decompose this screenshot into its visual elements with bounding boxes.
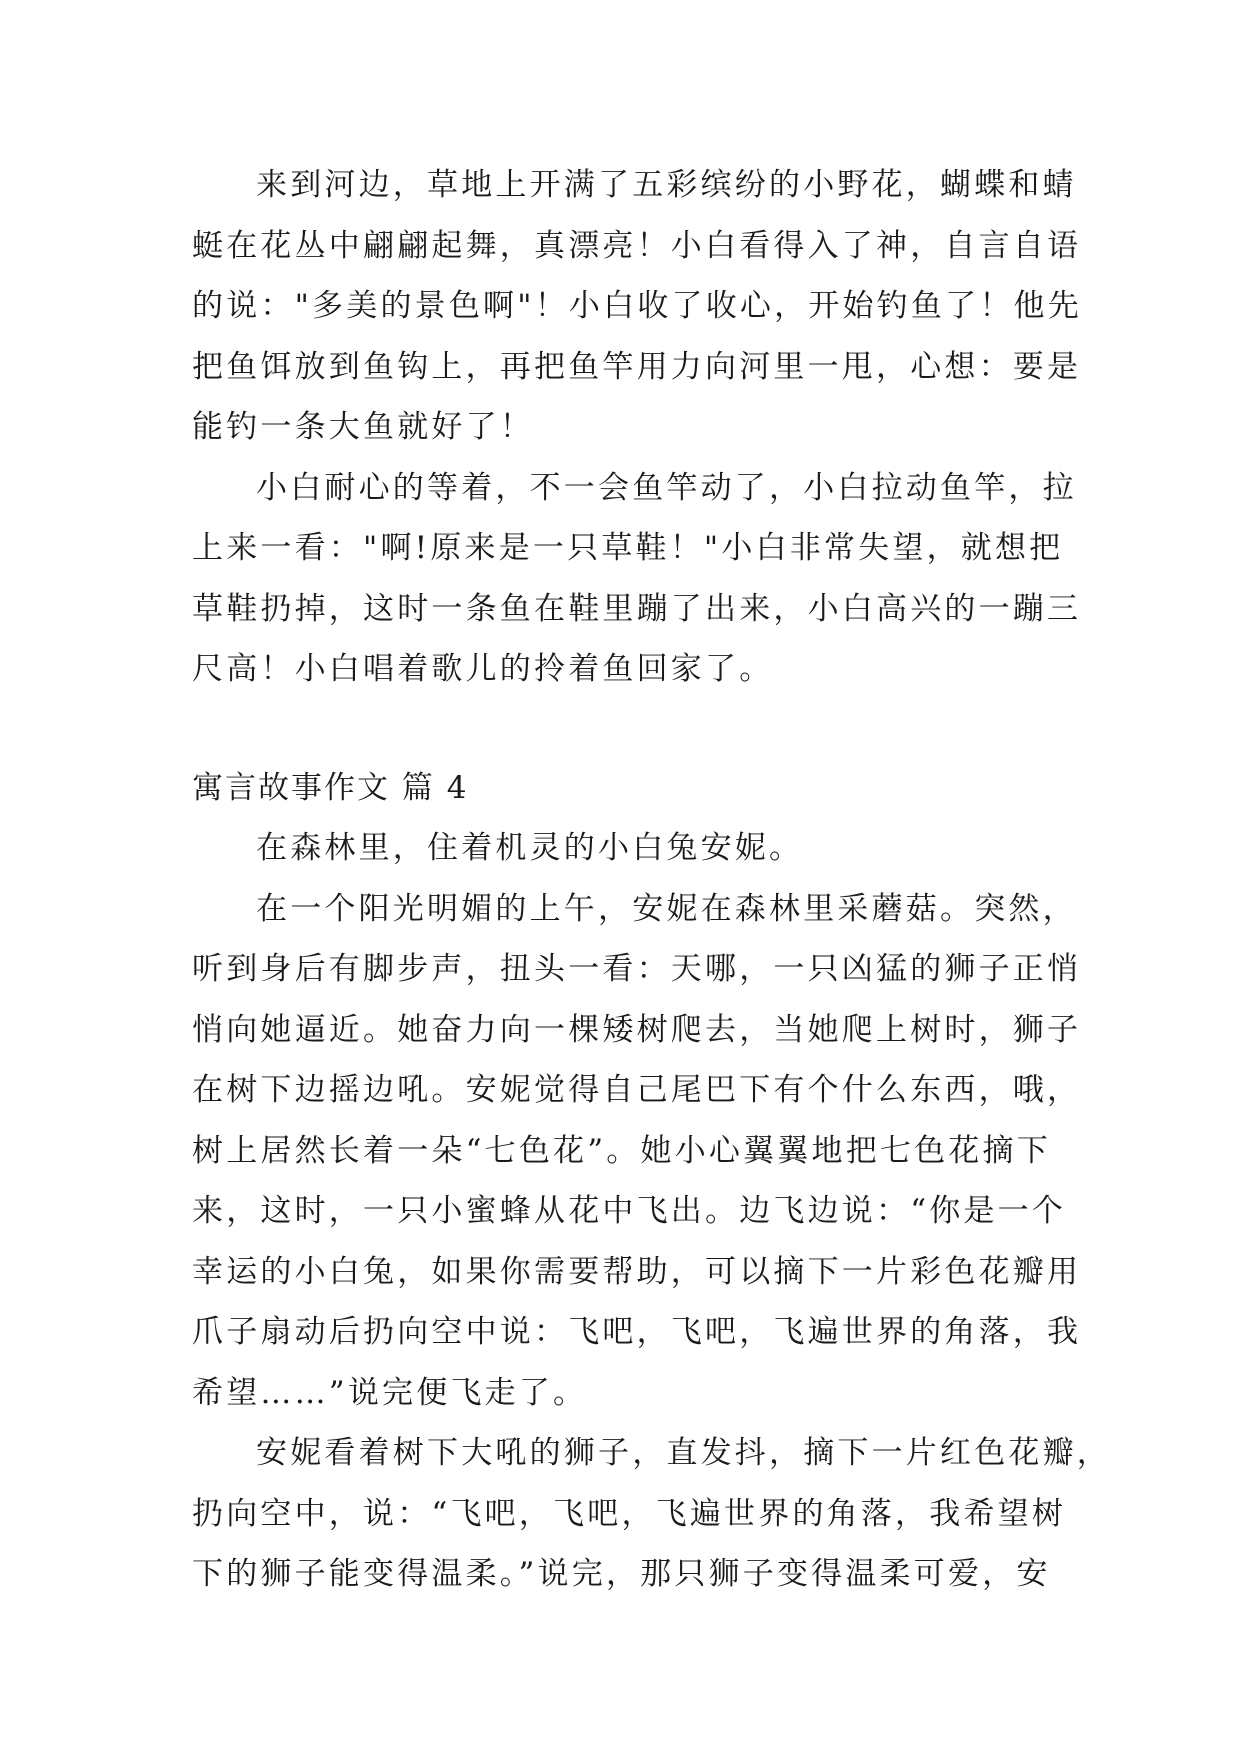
section-heading: 寓言故事作文 篇 4 [192, 769, 469, 806]
text-line: 树上居然长着一朵“七色花”。她小心翼翼地把七色花摘下 [192, 1132, 1051, 1169]
text-line: 爪子扇动后扔向空中说：飞吧，飞吧，飞遍世界的角落，我 [192, 1314, 1082, 1350]
text-line: 下的狮子能变得温柔。”说完，那只狮子变得温柔可爱，安 [192, 1556, 1051, 1592]
paragraph [192, 458, 1082, 700]
text-line: 在一个阳光明媚的上午，安妮在森林里采蘑菇。突然， [256, 890, 1077, 927]
text-line: 尺高！小白唱着歌儿的拎着鱼回家了。 [192, 651, 774, 687]
text-line: 幸运的小白兔，如果你需要帮助，可以摘下一片彩色花瓣用 [192, 1253, 1082, 1290]
text-line: 上来一看："啊!原来是一只草鞋！"小白非常失望，就想把 [192, 530, 1064, 566]
text-line: 草鞋扔掉，这时一条鱼在鞋里蹦了出来，小白高兴的一蹦三 [192, 590, 1082, 627]
text-line: 在树下边摇边吼。安妮觉得自己尾巴下有个什么东西，哦， [192, 1072, 1082, 1108]
text-line: 的说："多美的景色啊"！小白收了收心，开始钓鱼了！他先 [192, 288, 1082, 324]
text-line: 在森林里，住着机灵的小白兔安妮。 [256, 830, 804, 866]
text-line: 安妮看着树下大吼的狮子，直发抖，摘下一片红色花瓣， [256, 1435, 1111, 1471]
text-line: 扔向空中，说：“飞吧，飞吧，飞遍世界的角落，我希望树 [192, 1495, 1067, 1532]
paragraph [192, 155, 1082, 458]
text-line: 蜓在花丛中翩翩起舞，真漂亮！小白看得入了神，自言自语 [192, 227, 1082, 264]
text-line: 能钓一条大鱼就好了！ [192, 409, 534, 445]
text-line: 悄向她逼近。她奋力向一棵矮树爬去，当她爬上树时，狮子 [192, 1011, 1082, 1048]
text-line: 听到身后有脚步声，扭头一看：天哪，一只凶猛的狮子正悄 [192, 951, 1082, 987]
paragraph [192, 879, 1082, 1424]
text-line: 来到河边，草地上开满了五彩缤纷的小野花，蝴蝶和蜻 [256, 167, 1077, 203]
paragraph [192, 818, 1072, 879]
text-line: 小白耐心的等着，不一会鱼竿动了，小白拉动鱼竿，拉 [256, 469, 1077, 506]
text-line: 来，这时，一只小蜜蜂从花中飞出。边飞边说：“你是一个 [192, 1193, 1067, 1229]
text-line: 把鱼饵放到鱼钩上，再把鱼竿用力向河里一甩，心想：要是 [192, 348, 1082, 385]
document-body [192, 155, 1111, 1605]
text-line: 希望……”说完便飞走了。 [192, 1374, 588, 1411]
paragraph [192, 1423, 1111, 1605]
